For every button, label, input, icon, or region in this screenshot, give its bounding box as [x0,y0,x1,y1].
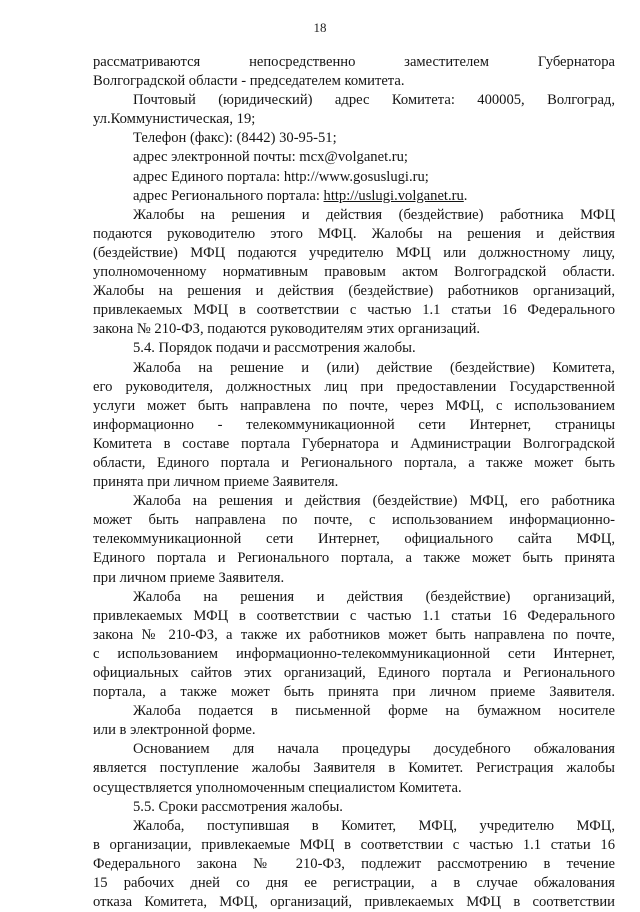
text-line-content: области, Единого портала и Регионального портала, а также может быть [93,454,615,471]
text-line [93,588,615,607]
text-line [93,263,615,282]
text-line-content: отказа Комитета, МФЦ, организаций, привлекаемых МФЦ в соответствии [93,894,615,911]
text-line-content: услуги может быть направлена по почте, через МФЦ, с использованием [93,397,615,414]
text-line-content: Жалобы на решения и действия (бездействие) работников организаций, [93,283,615,300]
text-line [93,855,615,874]
document-body [93,53,615,912]
text-line-content: привлекаемых МФЦ в соответствии с частью 1.1 статьи 16 Федерального [93,302,615,319]
text-line-content: Жалобы на решения и действия (бездействие) работника МФЦ [133,206,615,223]
text-line [93,168,615,187]
text-line [93,798,615,817]
text-line-content: закона № 210-ФЗ, подаются руководителям этих организаций. [93,321,481,338]
text-line-content: телекоммуникационной сети Интернет, официального сайта МФЦ, [93,531,615,548]
text-line-content: 15 рабочих дней со дня ее регистрации, а в случае обжалования [93,875,615,892]
text-line [93,721,615,740]
text-line-content: привлекаемых МФЦ в соответствии с частью 1.1 статьи 16 Федерального [93,607,615,624]
text-line [93,435,615,454]
text-line-tail: . [463,187,468,204]
text-line-content: ул.Коммунистическая, 19; [93,111,256,128]
text-line-content: Основанием для начала процедуры досудебного обжалования [133,741,615,758]
text-line-content: при личном приеме Заявителя. [93,569,285,586]
text-line-content: Жалоба, поступившая в Комитет, МФЦ, учредителю МФЦ, [133,817,615,834]
text-line-content: официальных сайтов этих организаций, Единого портала и Регионального [93,665,615,681]
text-line [93,206,615,225]
text-line-content: Комитета в составе портала Губернатора и Администрации Волгоградской [93,435,615,452]
text-line-content: Единого портала и Регионального портала, а также может быть принята [93,550,615,567]
text-line [93,72,615,91]
text-line [93,511,615,530]
text-line [93,740,615,759]
text-line-content: 5.5. Сроки рассмотрения жалобы. [133,798,343,815]
text-line [93,473,615,492]
text-line-content: осуществляется уполномоченным специалистом Комитета. [93,779,462,796]
text-line [93,359,615,378]
text-line-content: принята при личном приеме Заявителя. [93,474,339,491]
text-line [93,817,615,836]
text-line [93,454,615,473]
text-line-content: Жалоба подается в письменной форме на бумажном носителе [133,703,615,720]
text-line-content: портала, а также может быть принята при личном приеме Заявителя. [93,684,615,701]
text-line [93,187,615,206]
text-line-content: рассматриваются непосредственно заместителем Губернатора [93,54,615,70]
text-line-content: с использованием информационно-телекоммуникационной сети Интернет, [93,645,615,662]
text-line-content: закона № 210-ФЗ, а также их работников может быть направлена по почте, [93,626,615,643]
text-line-content: Волгоградской области - председателем комитета. [93,73,405,90]
text-line [93,664,615,683]
text-line [93,836,615,855]
text-line-content: уполномоченному нормативным правовым актом Волгоградской области. [93,264,615,281]
text-line-content: в организации, привлекаемые МФЦ в соответствии с частью 1.1 статьи 16 [93,836,615,853]
text-line-content: адрес Единого портала: http://www.gosuslugi.ru; [133,168,429,185]
text-line [93,626,615,645]
text-line-content: Федерального закона № 210-ФЗ, подлежит рассмотрению в течение [93,855,615,872]
text-line [93,339,615,358]
text-line [93,110,615,129]
text-line-content: или в электронной форме. [93,722,256,739]
text-line-content: Жалоба на решения и действия (бездействие) организаций, [133,588,615,605]
text-line-content: Телефон (факс): (8442) 30-95-51; [133,130,337,147]
text-line-content: подаются руководителю этого МФЦ. Жалобы на решения и действия [93,225,615,242]
text-line [93,225,615,244]
text-line-content: может быть направлена по почте, с использованием информационно- [93,512,615,529]
text-line [93,549,615,568]
text-line-content: является поступление жалобы Заявителя в Комитет. Регистрация жалобы [93,760,615,777]
text-line-content: его руководителя, должностных лиц при предоставлении Государственной [93,378,615,395]
text-line-content: (бездействие) МФЦ подаются учредителю МФЦ или должностному лицу, [93,244,615,261]
text-line [93,397,615,416]
text-line-content: Жалоба на решение и (или) действие (бездействие) Комитета, [133,359,615,376]
text-line [93,893,615,912]
text-line-content: Почтовый (юридический) адрес Комитета: 400005, Волгоград, [133,92,615,109]
text-line [93,874,615,893]
text-line-content: адрес Регионального портала: [133,187,324,204]
text-line [93,492,615,511]
text-line [93,416,615,435]
text-line [93,148,615,167]
page-number: 18 [313,20,327,35]
text-line [93,320,615,339]
text-line-content: 5.4. Порядок подачи и рассмотрения жалобы. [133,340,416,357]
text-line-content: адрес электронной почты: mcx@volganet.ru; [133,149,408,166]
text-line [93,53,615,72]
text-line [93,759,615,778]
text-line [93,702,615,721]
text-line [93,129,615,148]
text-line [93,301,615,320]
text-line [93,779,615,798]
text-line [93,645,615,664]
text-line [93,244,615,263]
text-line [93,91,615,110]
text-line [93,607,615,626]
text-line-content: Жалоба на решения и действия (бездействие) МФЦ, его работника [133,493,615,510]
text-line-content: информационно - телекоммуникационной сети Интернет, страницы [93,416,615,433]
text-line [93,569,615,588]
text-line [93,530,615,549]
text-line [93,378,615,397]
text-line [93,683,615,702]
text-line [93,282,615,301]
regional-portal-link[interactable]: http://uslugi.volganet.ru [323,187,464,204]
